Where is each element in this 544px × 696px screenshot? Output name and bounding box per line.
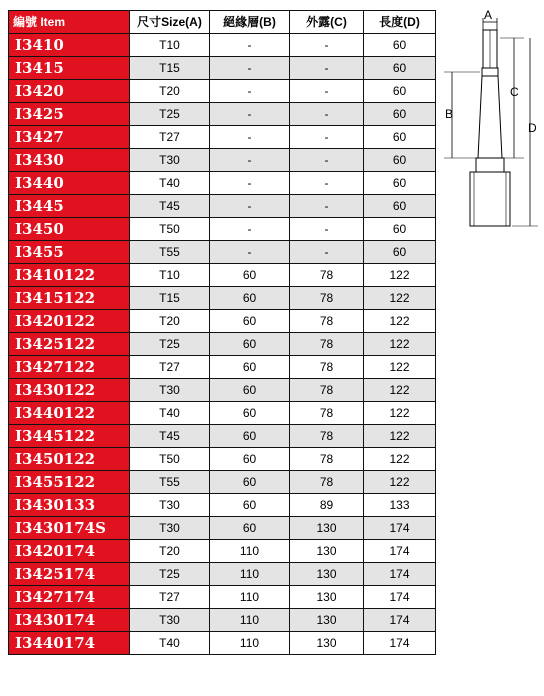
table-row [9,241,436,264]
header-size: 尺寸Size(A) [130,11,210,34]
item-code: I3430174S [9,517,130,540]
size-cell: T15 [130,57,210,80]
table-row [9,402,436,425]
size-cell: T15 [130,287,210,310]
spec-table [8,10,436,655]
table-row [9,264,436,287]
size-cell: T20 [130,540,210,563]
exposed-cell: - [290,80,364,103]
table-row [9,540,436,563]
table-row [9,517,436,540]
length-cell: 122 [364,356,436,379]
exposed-cell: 130 [290,517,364,540]
exposed-cell: 78 [290,448,364,471]
length-cell: 60 [364,126,436,149]
length-cell: 60 [364,57,436,80]
table-row [9,379,436,402]
exposed-cell: 130 [290,586,364,609]
insulation-cell: - [210,103,290,126]
exposed-cell: 130 [290,540,364,563]
item-code: I3440122 [9,402,130,425]
table-row [9,195,436,218]
size-cell: T40 [130,402,210,425]
length-cell: 122 [364,333,436,356]
table-row [9,103,436,126]
table-row [9,563,436,586]
length-cell: 174 [364,609,436,632]
size-cell: T40 [130,172,210,195]
insulation-cell: 60 [210,287,290,310]
table-row [9,609,436,632]
exposed-cell: - [290,34,364,57]
item-code: I3430122 [9,379,130,402]
insulation-cell: 60 [210,379,290,402]
insulation-cell: 60 [210,471,290,494]
size-cell: T45 [130,425,210,448]
insulation-cell: 60 [210,494,290,517]
insulation-cell: 60 [210,264,290,287]
item-code: I3427174 [9,586,130,609]
length-cell: 60 [364,218,436,241]
insulation-cell: - [210,241,290,264]
item-code: I3415 [9,57,130,80]
item-code: I3430133 [9,494,130,517]
insulation-cell: 60 [210,425,290,448]
length-cell: 122 [364,264,436,287]
exposed-cell: 78 [290,264,364,287]
table-row [9,57,436,80]
insulation-cell: 60 [210,333,290,356]
item-code: I3440174 [9,632,130,655]
table-row [9,34,436,57]
insulation-cell: 60 [210,402,290,425]
length-cell: 174 [364,586,436,609]
length-cell: 133 [364,494,436,517]
length-cell: 60 [364,195,436,218]
length-cell: 60 [364,34,436,57]
exposed-cell: - [290,57,364,80]
exposed-cell: 78 [290,471,364,494]
bit-dimension-diagram [440,8,540,233]
item-code: I3410 [9,34,130,57]
table-row [9,310,436,333]
size-cell: T30 [130,517,210,540]
exposed-cell: - [290,149,364,172]
insulation-cell: 110 [210,540,290,563]
item-code: I3427122 [9,356,130,379]
table-row [9,172,436,195]
table-row [9,287,436,310]
header-row [9,11,436,34]
table-row [9,471,436,494]
size-cell: T20 [130,80,210,103]
exposed-cell: - [290,241,364,264]
item-code: I3415122 [9,287,130,310]
length-cell: 174 [364,540,436,563]
exposed-cell: 78 [290,379,364,402]
exposed-cell: - [290,172,364,195]
length-cell: 60 [364,241,436,264]
size-cell: T25 [130,563,210,586]
exposed-cell: 78 [290,425,364,448]
length-cell: 122 [364,287,436,310]
item-code: I3425 [9,103,130,126]
size-cell: T55 [130,471,210,494]
header-length: 長度(D) [364,11,436,34]
size-cell: T55 [130,241,210,264]
insulation-cell: - [210,34,290,57]
insulation-cell: 60 [210,310,290,333]
size-cell: T50 [130,448,210,471]
insulation-cell: 110 [210,563,290,586]
item-code: I3455122 [9,471,130,494]
length-cell: 174 [364,517,436,540]
table-row [9,356,436,379]
insulation-cell: - [210,80,290,103]
length-cell: 122 [364,448,436,471]
exposed-cell: - [290,218,364,241]
exposed-cell: - [290,195,364,218]
table-row [9,425,436,448]
size-cell: T30 [130,149,210,172]
length-cell: 60 [364,172,436,195]
item-code: I3445122 [9,425,130,448]
exposed-cell: 130 [290,609,364,632]
header-exposed: 外露(C) [290,11,364,34]
size-cell: T25 [130,103,210,126]
exposed-cell: 130 [290,563,364,586]
table-row [9,80,436,103]
header-item: 編號 Item [9,11,130,34]
length-cell: 122 [364,471,436,494]
size-cell: T20 [130,310,210,333]
item-code: I3425174 [9,563,130,586]
item-code: I3420 [9,80,130,103]
table-row [9,126,436,149]
insulation-cell: 60 [210,448,290,471]
exposed-cell: 89 [290,494,364,517]
insulation-cell: - [210,126,290,149]
item-code: I3430174 [9,609,130,632]
length-cell: 60 [364,103,436,126]
exposed-cell: - [290,126,364,149]
size-cell: T10 [130,34,210,57]
size-cell: T27 [130,356,210,379]
item-code: I3430 [9,149,130,172]
insulation-cell: - [210,172,290,195]
label-a: A [484,8,493,22]
insulation-cell: - [210,149,290,172]
length-cell: 122 [364,379,436,402]
length-cell: 122 [364,310,436,333]
item-code: I3450122 [9,448,130,471]
insulation-cell: - [210,218,290,241]
table-row [9,448,436,471]
item-code: I3420122 [9,310,130,333]
size-cell: T10 [130,264,210,287]
insulation-cell: - [210,195,290,218]
table-row [9,149,436,172]
size-cell: T27 [130,586,210,609]
exposed-cell: 130 [290,632,364,655]
exposed-cell: 78 [290,333,364,356]
exposed-cell: 78 [290,402,364,425]
table-row [9,632,436,655]
exposed-cell: 78 [290,310,364,333]
size-cell: T30 [130,494,210,517]
label-d: D [528,121,537,135]
insulation-cell: 110 [210,609,290,632]
size-cell: T25 [130,333,210,356]
length-cell: 122 [364,402,436,425]
length-cell: 60 [364,149,436,172]
insulation-cell: 60 [210,517,290,540]
exposed-cell: 78 [290,356,364,379]
size-cell: T40 [130,632,210,655]
table-row [9,494,436,517]
table-row [9,333,436,356]
item-code: I3445 [9,195,130,218]
length-cell: 60 [364,80,436,103]
insulation-cell: - [210,57,290,80]
size-cell: T50 [130,218,210,241]
label-c: C [510,85,519,99]
insulation-cell: 60 [210,356,290,379]
item-code: I3450 [9,218,130,241]
size-cell: T30 [130,379,210,402]
length-cell: 174 [364,632,436,655]
item-code: I3455 [9,241,130,264]
label-b: B [445,107,454,121]
item-code: I3420174 [9,540,130,563]
exposed-cell: - [290,103,364,126]
item-code: I3410122 [9,264,130,287]
table-row [9,218,436,241]
item-code: I3425122 [9,333,130,356]
size-cell: T30 [130,609,210,632]
size-cell: T27 [130,126,210,149]
length-cell: 174 [364,563,436,586]
insulation-cell: 110 [210,632,290,655]
item-code: I3440 [9,172,130,195]
table-row [9,586,436,609]
size-cell: T45 [130,195,210,218]
item-code: I3427 [9,126,130,149]
insulation-cell: 110 [210,586,290,609]
length-cell: 122 [364,425,436,448]
exposed-cell: 78 [290,287,364,310]
header-insulation: 絕緣層(B) [210,11,290,34]
